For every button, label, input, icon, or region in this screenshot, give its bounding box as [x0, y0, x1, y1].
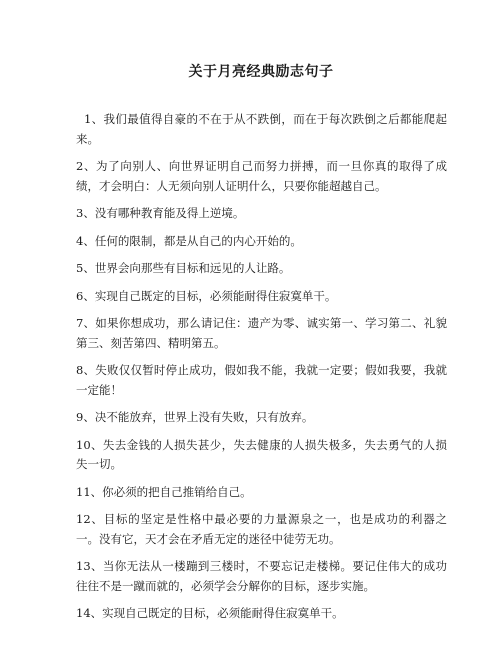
quote-item-12: 12、目标的坚定是性格中最必要的力量源泉之一，也是成功的利器之一。没有它，天才会在矛盾无定的迷径中徒劳无功。 [76, 512, 447, 546]
quote-item-6: 6、实现自己既定的目标，必须能耐得住寂寞单干。 [76, 288, 337, 303]
quote-item-2: 2、为了向别人、向世界证明自己而努力拼搏，而一旦你真的取得了成绩，才会明白：人无须向别人证明什么，只要你能超越自己。 [76, 159, 447, 193]
quote-list [76, 110, 447, 624]
quote-item-5: 5、世界会向那些有目标和远见的人让路。 [76, 261, 291, 275]
quote-item-4: 4、任何的限制，都是从自己的内心开始的。 [76, 233, 302, 248]
quote-item-10: 10、失去金钱的人损失甚少，失去健康的人损失极多，失去勇气的人损失一切。 [76, 437, 447, 471]
quote-item-13: 13、当你无法从一楼蹦到三楼时，不要忘记走楼梯。要记住伟大的成功往往不是一蹴而就的，必须学会分解你的目标，逐步实施。 [76, 559, 447, 593]
quote-item-14: 14、实现自己既定的目标，必须能耐得住寂寞单干。 [76, 606, 344, 620]
quote-item-3: 3、没有哪种教育能及得上逆境。 [76, 206, 245, 220]
quote-item-11: 11、你必须的把自己推销给自己。 [76, 484, 252, 499]
document-title: 关于月亮经典励志句子 [188, 64, 334, 80]
quote-item-1: 1、我们最值得自豪的不在于从不跌倒，而在于每次跌倒之后都能爬起来。 [76, 112, 447, 146]
quote-item-7: 7、如果你想成功，那么请记住：遗产为零、诚实第一、学习第二、礼貌第三、刻苦第四、精明第五。 [76, 316, 447, 350]
quote-item-9: 9、决不能放弃，世界上没有失败，只有放弃。 [76, 410, 314, 424]
quote-item-8: 8、失败仅仅暂时停止成功，假如我不能，我就一定要；假如我要，我就一定能！ [76, 363, 447, 397]
